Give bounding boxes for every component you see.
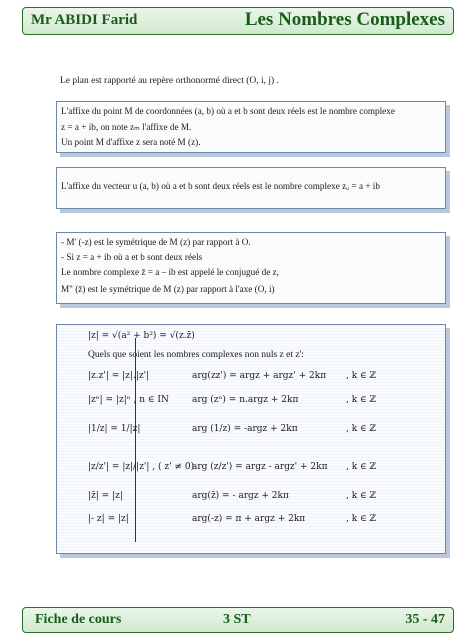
k-domain-4: , k ∈ ℤ	[346, 462, 377, 472]
properties-intro: Quels que soient les nombres complexes non nuls z et z':	[88, 350, 304, 360]
k-domain-6: , k ∈ ℤ	[346, 514, 377, 524]
k-domain-3: , k ∈ ℤ	[346, 424, 377, 434]
modulus-rule-3: |1/z| = 1/|z|	[88, 424, 141, 434]
argument-rule-5: arg(z̄) = - argz + 2kπ	[192, 491, 289, 501]
page-footer	[22, 607, 454, 633]
footer-class: 3 ST	[223, 612, 251, 627]
page-header	[22, 7, 454, 35]
argument-rule-3: arg (1/z) = -argz + 2kπ	[192, 424, 298, 434]
box3-line-4: M" (z̄) est le symétrique de M (z) par rapport à l'axe (O, i)	[61, 284, 275, 294]
box3-line-3: Le nombre complexe z̄ = a – ib est appelé le conjugué de z,	[61, 267, 279, 277]
k-domain-2: , k ∈ ℤ	[346, 395, 377, 405]
definition-box-point	[56, 101, 446, 153]
definition-box-vector	[56, 167, 446, 209]
intro-text: Le plan est rapporté au repère orthonormé direct (O, i, j) .	[60, 76, 279, 86]
k-domain-5: , k ∈ ℤ	[346, 491, 377, 501]
modulus-rule-5: |z̄| = |z|	[88, 491, 123, 501]
modulus-formula: |z| = √(a² + b²) = √(z.z̄)	[88, 331, 195, 341]
argument-rule-6: arg(-z) = π + argz + 2kπ	[192, 514, 306, 524]
modulus-rule-6: |- z| = |z|	[88, 514, 129, 524]
footer-doc-type: Fiche de cours	[35, 612, 122, 627]
modulus-rule-4: |z/z'| = |z|/|z'| , ( z' ≠ 0)	[88, 462, 195, 472]
footer-page-number: 35 - 47	[405, 612, 445, 627]
modulus-rule-2: |zⁿ| = |z|ⁿ , n ∈ IN	[88, 395, 169, 405]
argument-rule-1: arg(zz') = argz + argz' + 2kπ	[192, 371, 327, 381]
argument-rule-4: arg (z/z') = argz - argz' + 2kπ	[192, 462, 328, 472]
box3-line-2: - Si z = a + ib où a et b sont deux réels	[61, 252, 203, 262]
page-title: Les Nombres Complexes	[244, 9, 445, 30]
modulus-rule-1: |z.z'| = |z|.|z'|	[88, 371, 150, 381]
box3-line-1: - M' (-z) est le symétrique de M (z) par rapport à O.	[61, 237, 251, 247]
box1-line-2: z = a + ib, on note zₘ l'affixe de M.	[61, 122, 192, 132]
author-name: Mr ABIDI Farid	[31, 12, 138, 28]
definition-box-conjugate	[56, 232, 446, 304]
argument-rule-2: arg (zⁿ) = n.argz + 2kπ	[192, 395, 299, 405]
k-domain-1: , k ∈ ℤ	[346, 371, 377, 381]
divider	[135, 338, 136, 542]
box1-line-1: L'affixe du point M de coordonnées (a, b) où a et b sont deux réels est le nombre complexe	[61, 106, 395, 116]
box1-line-3: Un point M d'affixe z sera noté M (z).	[61, 137, 201, 147]
box2-line: L'affixe du vecteur u (a, b) où a et b sont deux réels est le nombre complexe zᵤ = a + ib	[61, 181, 380, 191]
